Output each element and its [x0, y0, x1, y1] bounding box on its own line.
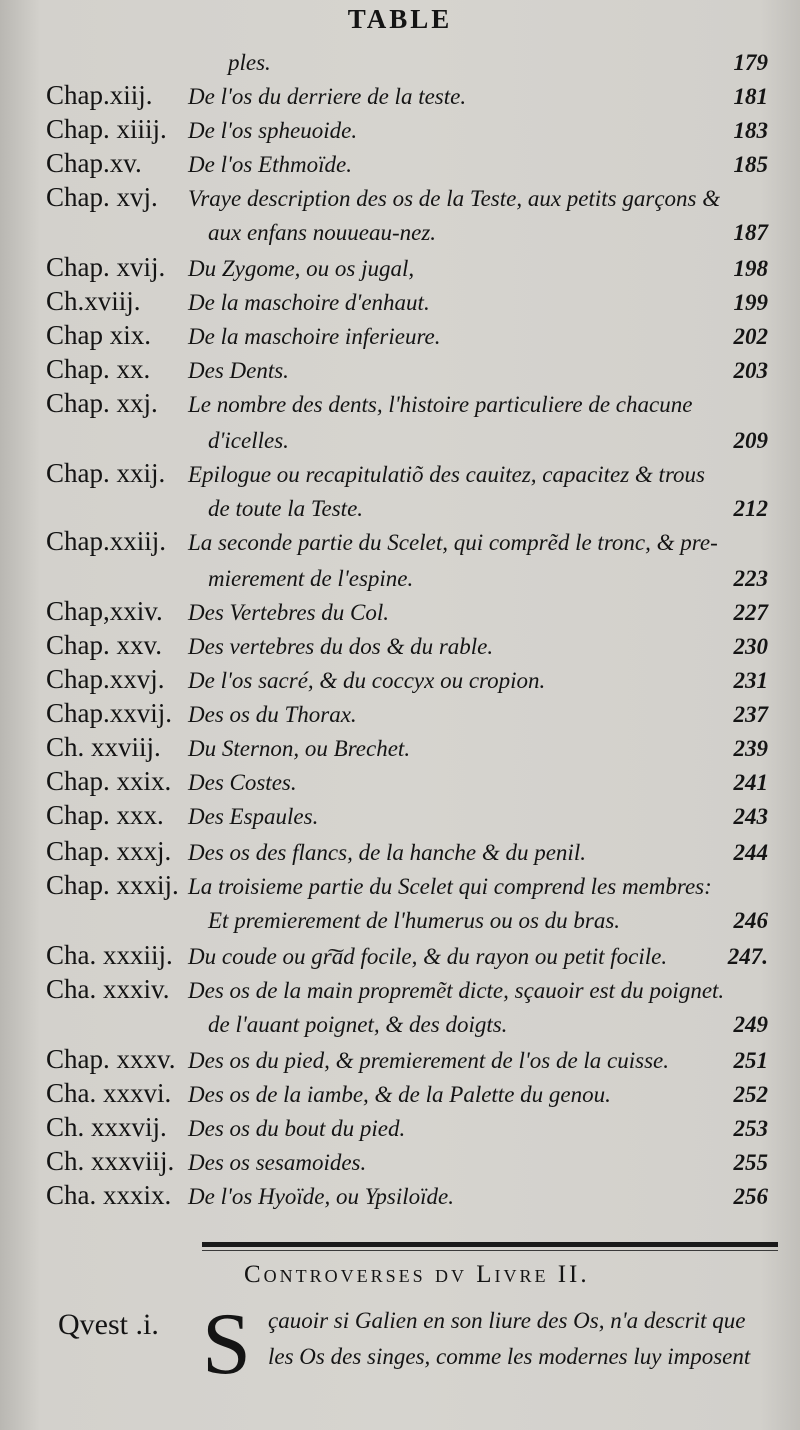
running-head: TABLE [347, 4, 453, 34]
page-number: 246 [733, 908, 768, 933]
toc-entry [0, 424, 800, 460]
drop-cap: S [202, 1296, 251, 1393]
toc-entry [0, 974, 800, 1010]
page-number: 241 [733, 770, 768, 795]
chapter-number: Chap. xxxij. [46, 870, 179, 900]
toc-entry [0, 80, 800, 116]
question-text-line: les Os des singes, comme les modernes luy imposent [268, 1344, 751, 1369]
chapter-title: De la maschoire inferieure. [188, 324, 441, 349]
chapter-title: De l'os sacré, & du coccyx ou cropion. [188, 668, 546, 693]
chapter-title: de toute la Teste. [208, 496, 364, 521]
toc-entry [0, 114, 800, 150]
chapter-title: La seconde partie du Scelet, qui comprẽd le tronc, & pre- [188, 530, 718, 555]
chapter-title: De l'os Ethmoïde. [188, 152, 352, 177]
page-number: 181 [733, 84, 768, 109]
toc-entry [0, 596, 800, 632]
chapter-number: Ch. xxviij. [46, 732, 161, 762]
chapter-title: Des os du Thorax. [188, 702, 357, 727]
chapter-title: Des os sesamoides. [188, 1150, 367, 1175]
toc-entry [0, 46, 800, 82]
section-heading: Controverses dv Livre II. [244, 1261, 590, 1288]
page-number: 253 [733, 1116, 768, 1141]
chapter-number: Ch.xviij. [46, 286, 141, 316]
chapter-title: Le nombre des dents, l'histoire particuliere de chacune [188, 392, 693, 417]
chapter-number: Ch. xxxviij. [46, 1146, 175, 1176]
toc-entry [0, 1044, 800, 1080]
toc-entry [0, 1008, 800, 1044]
page-number: 202 [733, 324, 768, 349]
chapter-title: Des Espaules. [188, 804, 319, 829]
toc-entry [0, 732, 800, 768]
question-text-line: çauoir si Galien en son liure des Os, n'a descrit que [268, 1308, 746, 1333]
chapter-title: aux enfans nouueau-nez. [208, 220, 437, 245]
toc-entry [0, 562, 800, 598]
page-number: 247. [727, 944, 768, 969]
page-number: 230 [733, 634, 768, 659]
page-number: 244 [733, 840, 768, 865]
chapter-number: Cha. xxxiv. [46, 974, 170, 1004]
chapter-number: Cha. xxxiij. [46, 940, 173, 970]
toc-entry [0, 800, 800, 836]
chapter-number: Ch. xxxvij. [46, 1112, 167, 1142]
chapter-title: Des os des flancs, de la hanche & du penil. [188, 840, 586, 865]
page-number: 212 [733, 496, 768, 521]
chapter-title: Et premierement de l'humerus ou os du bras. [208, 908, 621, 933]
page-number: 209 [733, 428, 768, 453]
toc-entry [0, 1112, 800, 1148]
page-number: 179 [733, 50, 768, 75]
chapter-title: De l'os Hyoïde, ou Ypsiloïde. [188, 1184, 455, 1209]
toc-entry [0, 216, 800, 252]
toc-entry [0, 630, 800, 666]
chapter-title: d'icelles. [208, 428, 289, 453]
toc-entry [0, 1180, 800, 1216]
toc-entry [0, 904, 800, 940]
chapter-title: Des vertebres du dos & du rable. [188, 634, 494, 659]
chapter-number: Chap. xxx. [46, 800, 164, 830]
toc-entry [0, 388, 800, 424]
chapter-title: La troisieme partie du Scelet qui comprend les membres: [188, 874, 712, 899]
page-number: 183 [733, 118, 768, 143]
toc-entry [0, 182, 800, 218]
page-number: 199 [733, 290, 768, 315]
chapter-number: Chap. xxix. [46, 766, 172, 796]
toc-entry [0, 836, 800, 872]
chapter-title: De l'os spheuoide. [188, 118, 358, 143]
chapter-title: Des os de la iambe, & de la Palette du genou. [188, 1082, 611, 1107]
chapter-title: Des os du bout du pied. [188, 1116, 406, 1141]
chapter-number: Cha. xxxix. [46, 1180, 172, 1210]
chapter-number: Chap.xiij. [46, 80, 153, 110]
page-number: 255 [733, 1150, 768, 1175]
toc-entry [0, 320, 800, 356]
page-number: 252 [733, 1082, 768, 1107]
toc-entry [0, 870, 800, 906]
chapter-number: Chap. xxxv. [46, 1044, 176, 1074]
chapter-title: Du coude ou gr͠ad focile, & du rayon ou petit focile. [188, 944, 668, 969]
page-number: 203 [733, 358, 768, 383]
page-number: 237 [733, 702, 768, 727]
chapter-title: mierement de l'espine. [208, 566, 414, 591]
chapter-number: Chap. xvj. [46, 182, 158, 212]
toc-entry [0, 766, 800, 802]
chapter-number: Chap.xxvj. [46, 664, 165, 694]
chapter-title: De la maschoire d'enhaut. [188, 290, 430, 315]
chapter-title: Du Zygome, ou os jugal, [188, 256, 415, 281]
chapter-title: Des Vertebres du Col. [188, 600, 390, 625]
chapter-title: de l'auant poignet, & des doigts. [208, 1012, 508, 1037]
chapter-title: Vraye description des os de la Teste, aux petits garçons & [188, 186, 721, 211]
chapter-number: Chap.xxvij. [46, 698, 172, 728]
toc-entry [0, 664, 800, 700]
divider-rule-thin [202, 1250, 778, 1251]
toc-entry [0, 148, 800, 184]
page-number: 223 [733, 566, 768, 591]
chapter-title: Des Dents. [188, 358, 289, 383]
toc-entry [0, 1146, 800, 1182]
chapter-number: Chap.xxiij. [46, 526, 166, 556]
toc-entry [0, 940, 800, 976]
chapter-title: Epilogue ou recapitulatiõ des cauitez, capacitez & trous [188, 462, 705, 487]
chapter-number: Chap. xx. [46, 354, 151, 384]
toc-entry [0, 458, 800, 494]
chapter-number: Chap.xv. [46, 148, 142, 178]
page-number: 239 [733, 736, 768, 761]
divider-rule [202, 1242, 778, 1247]
chapter-title: Du Sternon, ou Brechet. [188, 736, 411, 761]
chapter-number: Chap. xxxj. [46, 836, 172, 866]
page-number: 198 [733, 256, 768, 281]
chapter-number: Chap. xvij. [46, 252, 166, 282]
chapter-title: ples. [228, 50, 271, 75]
toc-entry [0, 698, 800, 734]
page-number: 256 [733, 1184, 768, 1209]
toc-entry [0, 492, 800, 528]
chapter-number: Chap. xiiij. [46, 114, 167, 144]
toc-entry [0, 286, 800, 322]
chapter-title: Des Costes. [188, 770, 297, 795]
toc-entry [0, 526, 800, 562]
page-number: 251 [733, 1048, 768, 1073]
chapter-number: Chap,xxiv. [46, 596, 163, 626]
page-number: 187 [733, 220, 768, 245]
chapter-number: Chap. xxj. [46, 388, 158, 418]
page-number: 185 [733, 152, 768, 177]
chapter-number: Chap. xxv. [46, 630, 162, 660]
question-label: Qvest .i. [58, 1308, 159, 1341]
toc-entry [0, 252, 800, 288]
page-number: 231 [733, 668, 768, 693]
page-number: 249 [733, 1012, 768, 1037]
chapter-number: Chap. xxij. [46, 458, 166, 488]
page-number: 243 [733, 804, 768, 829]
chapter-number: Cha. xxxvi. [46, 1078, 172, 1108]
page-number: 227 [733, 600, 768, 625]
chapter-title: De l'os du derriere de la teste. [188, 84, 467, 109]
toc-entry [0, 1078, 800, 1114]
chapter-title: Des os du pied, & premierement de l'os de la cuisse. [188, 1048, 670, 1073]
chapter-number: Chap xix. [46, 320, 151, 350]
chapter-title: Des os de la main propremẽt dicte, sçauoir est du poignet. [188, 978, 725, 1003]
toc-entry [0, 354, 800, 390]
